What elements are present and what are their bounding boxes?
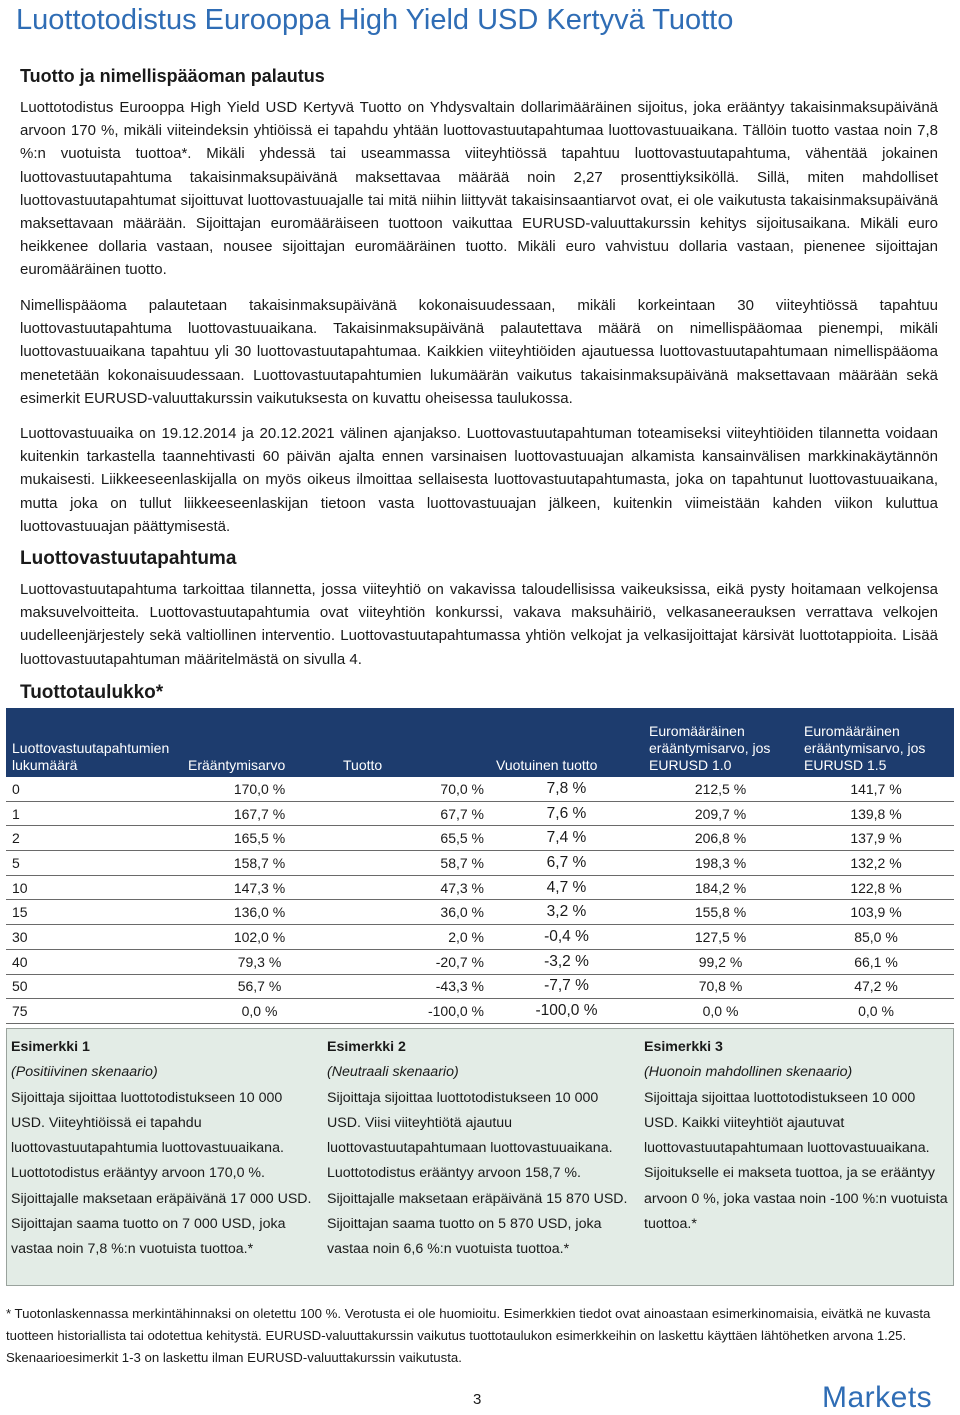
example-3-title: Esimerkki 3 [644, 1039, 723, 1055]
cell-eur-value-1-5: 141,7 % [798, 777, 954, 801]
cell-maturity-value: 167,7 % [182, 801, 337, 826]
cell-eur-value-1-5: 139,8 % [798, 801, 954, 826]
page-number: 3 [473, 1391, 482, 1408]
header-credit-events: Luottovastuutapahtumien lukumäärä [6, 708, 182, 777]
section-heading-credit-event: Luottovastuutapahtuma [20, 548, 237, 569]
cell-return: -43,3 % [337, 974, 490, 999]
cell-maturity-value: 136,0 % [182, 900, 337, 925]
cell-annual-return: 4,7 % [490, 875, 643, 900]
header-eur-value-1-5: Euromääräinen erääntymisarvo, jos EURUSD 1.5 [798, 708, 954, 777]
cell-maturity-value: 56,7 % [182, 974, 337, 999]
examples-box [6, 1028, 954, 1286]
cell-eur-value-1-0: 0,0 % [643, 999, 798, 1024]
example-3-scenario: (Huonoin mahdollinen skenaario) [644, 1064, 853, 1081]
paragraph-credit-period: Luottovastuuaika on 19.12.2014 ja 20.12.2021 välinen ajanjakso. Luottovastuutapahtuman toteamiseksi viiteyhtiöiden tilannetta voidaan kuitenkin tarkastella taannehtivasti 60 päivän ajalta ennen varsinaisen luottovastuuajan alkamista kansainvälisen markkinakäytännön mukaisesti. Liikkeeseenlaskijalla on myös oikeus ilmoittaa sellaisesta luottovastuutapahtumasta, joka on tapahtunut luottovastuuaikana, mutta joka on tullut liikkeeseenlaskijan tietoon vasta luottovastuuajan jälkeen, kuitenkin viimeistään kahden viikon kuluttua luottovastuuajan päättymisestä. [20, 425, 938, 535]
cell-return: 58,7 % [337, 851, 490, 876]
cell-credit-events: 10 [6, 875, 182, 900]
cell-maturity-value: 170,0 % [182, 777, 337, 801]
cell-credit-events: 30 [6, 925, 182, 950]
cell-annual-return: 7,6 % [490, 801, 643, 826]
cell-eur-value-1-0: 206,8 % [643, 826, 798, 851]
cell-eur-value-1-0: 184,2 % [643, 875, 798, 900]
cell-annual-return: 7,4 % [490, 826, 643, 851]
cell-return: 70,0 % [337, 777, 490, 801]
cell-eur-value-1-5: 85,0 % [798, 925, 954, 950]
cell-maturity-value: 147,3 % [182, 875, 337, 900]
cell-credit-events: 50 [6, 974, 182, 999]
cell-annual-return: 6,7 % [490, 851, 643, 876]
cell-return: 2,0 % [337, 925, 490, 950]
example-1-text: Sijoittaja sijoittaa luottotodistukseen 10 000 USD. Viiteyhtiöissä ei tapahdu luottovastuutapahtumia luottovastuuaikana. Luottotodistus erääntyy arvoon 170,0 %. Sijoittajalle maksetaan eräpäivänä 17 000 USD. Sijoittajan saama tuotto on 7 000 USD, joka vastaa noin 7,8 %:n vuotuista tuottoa.* [11, 1089, 312, 1258]
cell-eur-value-1-5: 66,1 % [798, 949, 954, 974]
example-2 [327, 1035, 635, 1263]
cell-eur-value-1-0: 198,3 % [643, 851, 798, 876]
example-3-text: Sijoittaja sijoittaa luottotodistukseen 10 000 USD. Kaikki viiteyhtiöt ajautuvat luottovastuutapahtumaan luottovastuuaikana. Sijoitukselle ei makseta tuottoa, ja se erääntyy arvoon 0 %, joka vastaa noin -100 %:n vuotuista tuottoa.* [644, 1089, 948, 1233]
header-return: Tuotto [337, 708, 490, 777]
table-row [6, 900, 954, 925]
header-annual-return: Vuotuinen tuotto [490, 708, 643, 777]
table-row [6, 801, 954, 826]
example-2-scenario: (Neutraali skenaario) [327, 1064, 459, 1081]
cell-eur-value-1-5: 0,0 % [798, 999, 954, 1024]
cell-credit-events: 0 [6, 777, 182, 801]
cell-credit-events: 40 [6, 949, 182, 974]
cell-maturity-value: 0,0 % [182, 999, 337, 1024]
example-1 [11, 1035, 319, 1263]
table-row [6, 949, 954, 974]
yield-table [6, 708, 954, 1024]
cell-eur-value-1-0: 127,5 % [643, 925, 798, 950]
cell-eur-value-1-5: 122,8 % [798, 875, 954, 900]
example-2-title: Esimerkki 2 [327, 1039, 406, 1055]
cell-annual-return: 3,2 % [490, 900, 643, 925]
cell-return: -100,0 % [337, 999, 490, 1024]
cell-return: -20,7 % [337, 949, 490, 974]
example-3 [644, 1035, 952, 1237]
cell-eur-value-1-0: 155,8 % [643, 900, 798, 925]
cell-annual-return: 7,8 % [490, 777, 643, 801]
cell-credit-events: 75 [6, 999, 182, 1024]
cell-eur-value-1-5: 103,9 % [798, 900, 954, 925]
markets-logo: Markets [822, 1381, 933, 1414]
paragraph-return-intro: Luottotodistus Eurooppa High Yield USD Kertyvä Tuotto on Yhdysvaltain dollarimääräinen sijoitus, joka erääntyy takaisinmaksupäivänä arvoon 170 %, mikäli viiteindeksin yhtiöissä ei tapahdu yhtään luottovastuutapahtumaa luottovastuuaikana. Tällöin tuotto vastaa noin 7,8 %:n vuotuista tuottoa*. Mikäli yhdessä tai useammassa viiteyhtiössä tapahtuu luottovastuutapahtuma, vähentää jokainen luottovastuutapahtuma takaisinmaksupäivänä maksettavaa määrää noin 2,27 prosenttiyksiköllä. Sillä, miten mahdolliset luottovastuutapahtumat sijoittuvat luottovastuuajalle tai mitä niihin liittyvät takaisinsaantiarvot ovat, ei ole vaikutusta takaisinmaksupäivänä maksettavaan määrään. Sijoittajan euromääräiseen tuottoon vaikuttaa EURUSD-valuuttakurssin kehitys sijoitusaikana. Mikäli euro heikkenee dollaria vastaan, nousee sijoittajan euromääräinen tuotto. Mikäli euro vahvistuu dollaria vastaan, pienenee sijoittajan euromääräinen tuotto. [20, 99, 938, 279]
cell-eur-value-1-0: 99,2 % [643, 949, 798, 974]
footnote: * Tuotonlaskennassa merkintähinnaksi on oletettu 100 %. Verotusta ei ole huomioitu. Esimerkkien tiedot ovat ainoastaan esimerkinomaisia, eivätkä ne kuvasta tuotteen historiallista tai odotettua kehitystä. EURUSD-valuuttakurssin vaikutus tuottotaulukon esimerkkeihin on laskettu käyttäen lähtöhetken arvona 1.25. Skenaarioesimerkit 1-3 on laskettu ilman EURUSD-valuuttakurssin vaikutusta. [6, 1306, 931, 1365]
paragraph-principal: Nimellispääoma palautetaan takaisinmaksupäivänä kokonaisuudessaan, mikäli korkeintaan 30 viiteyhtiössä tapahtuu luottovastuutapahtuma luottovastuuaikana. Takaisinmaksupäivänä palautettava määrä on nimellispääomaa pienempi, mikäli luottovastuuaikana tapahtuu yli 30 luottovastuutapahtumaa. Kaikkien viiteyhtiöiden ajautuessa luottovastuutapahtumaan nimellispääoma menetetään kokonaisuudessaan. Luottovastuutapahtumien lukumäärän vaikutus takaisinmaksupäivänä maksettavaan määrään sekä esimerkit EURUSD-valuuttakurssin vaikutuksesta on kuvattu oheisessa taulukossa. [20, 297, 938, 407]
header-eur-value-1-0: Euromääräinen erääntymisarvo, jos EURUSD 1.0 [643, 708, 798, 777]
cell-credit-events: 1 [6, 801, 182, 826]
cell-return: 36,0 % [337, 900, 490, 925]
cell-eur-value-1-5: 47,2 % [798, 974, 954, 999]
cell-annual-return: -100,0 % [490, 999, 643, 1024]
paragraph-credit-event: Luottovastuutapahtuma tarkoittaa tilannetta, jossa viiteyhtiö on vakavissa taloudellisissa vaikeuksissa, eikä pysty hoitamaan velkojensa maksuvelvoitteita. Luottovastuutapahtumia ovat viiteyhtiön konkurssi, vakava maksuhäiriö, velkasaneerauksen verrattava velkojen uudelleenjärjestely sekä valtiollinen interventio. Luottovastuutapahtumassa yhtiön velkojat ja velkasijoittajat kärsivät luottotappioita. Lisää luottovastuutapahtuman määritelmästä on sivulla 4. [20, 581, 938, 668]
example-2-text: Sijoittaja sijoittaa luottotodistukseen 10 000 USD. Viisi viiteyhtiötä ajautuu luottovastuutapahtumaan luottovastuuaikana. Luottotodistus erääntyy arvoon 158,7 %. Sijoittajalle maksetaan eräpäivänä 15 870 USD. Sijoittajan saama tuotto on 5 870 USD, joka vastaa noin 6,6 %:n vuotuista tuottoa.* [327, 1089, 628, 1258]
cell-annual-return: -0,4 % [490, 925, 643, 950]
header-maturity-value: Erääntymisarvo [182, 708, 337, 777]
section-heading-return: Tuotto ja nimellispääoman palautus [20, 66, 325, 86]
cell-credit-events: 15 [6, 900, 182, 925]
table-row [6, 777, 954, 801]
cell-credit-events: 5 [6, 851, 182, 876]
cell-credit-events: 2 [6, 826, 182, 851]
table-row [6, 925, 954, 950]
cell-maturity-value: 158,7 % [182, 851, 337, 876]
cell-eur-value-1-0: 70,8 % [643, 974, 798, 999]
table-row [6, 851, 954, 876]
table-row [6, 826, 954, 851]
cell-maturity-value: 165,5 % [182, 826, 337, 851]
table-row [6, 875, 954, 900]
cell-eur-value-1-5: 132,2 % [798, 851, 954, 876]
page-title: Luottotodistus Eurooppa High Yield USD Kertyvä Tuotto [16, 4, 734, 36]
cell-maturity-value: 102,0 % [182, 925, 337, 950]
cell-maturity-value: 79,3 % [182, 949, 337, 974]
table-heading: Tuottotaulukko* [20, 682, 164, 703]
cell-eur-value-1-0: 212,5 % [643, 777, 798, 801]
table-header-row [6, 708, 954, 777]
table-row [6, 974, 954, 999]
cell-eur-value-1-0: 209,7 % [643, 801, 798, 826]
cell-return: 65,5 % [337, 826, 490, 851]
example-1-title: Esimerkki 1 [11, 1039, 90, 1055]
cell-return: 47,3 % [337, 875, 490, 900]
table-row [6, 999, 954, 1024]
example-1-scenario: (Positiivinen skenaario) [11, 1064, 158, 1081]
cell-annual-return: -7,7 % [490, 974, 643, 999]
table-body [6, 777, 954, 1023]
cell-return: 67,7 % [337, 801, 490, 826]
cell-eur-value-1-5: 137,9 % [798, 826, 954, 851]
cell-annual-return: -3,2 % [490, 949, 643, 974]
